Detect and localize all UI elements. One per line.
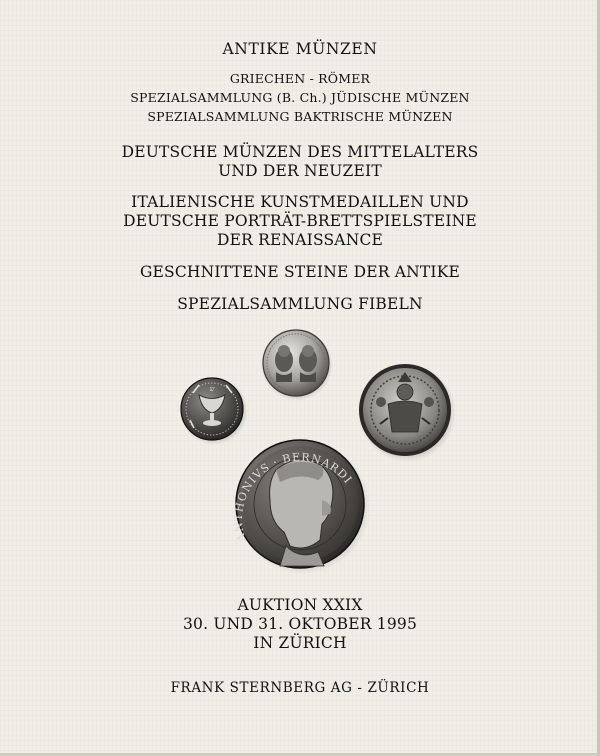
section-fibulae: SPEZIALSAMMLUNG FIBELN xyxy=(177,295,423,313)
publisher-name: FRANK STERNBERG AG - ZÜRICH xyxy=(170,680,430,696)
section-medieval-line-1: DEUTSCHE MÜNZEN DES MITTELALTERS xyxy=(121,143,479,161)
subtitle-line-3: SPEZIALSAMMLUNG BAKTRISCHE MÜNZEN xyxy=(147,109,453,124)
subtitle-line-1: GRIECHEN - RÖMER xyxy=(229,71,371,86)
auction-place: IN ZÜRICH xyxy=(253,634,347,652)
coin-bracteate-right xyxy=(358,364,456,462)
svg-text:ש: ש xyxy=(209,385,215,393)
section-renaissance-line-3: DER RENAISSANCE xyxy=(216,231,384,249)
cover-title: ANTIKE MÜNZEN xyxy=(222,40,378,58)
coin-large-center-medal xyxy=(232,440,370,574)
section-renaissance-line-1: ITALIENISCHE KUNSTMEDAILLEN UND xyxy=(131,193,469,211)
subtitle-line-2: SPEZIALSAMMLUNG (B. Ch.) JÜDISCHE MÜNZEN xyxy=(130,90,470,105)
auction-dates: 30. UND 31. OKTOBER 1995 xyxy=(182,615,417,633)
coin-small-left xyxy=(180,377,248,445)
medal-legend: ANTHONIVS · BERNARDI xyxy=(231,450,355,544)
coin-top-center xyxy=(261,329,333,401)
section-medieval-line-2: UND DER NEUZEIT xyxy=(218,162,382,180)
auction-number: AUKTION XXIX xyxy=(237,596,363,614)
section-renaissance-line-2: DEUTSCHE PORTRÄT-BRETTSPIELSTEINE xyxy=(123,212,477,230)
section-gems: GESCHNITTENE STEINE DER ANTIKE xyxy=(139,263,461,281)
